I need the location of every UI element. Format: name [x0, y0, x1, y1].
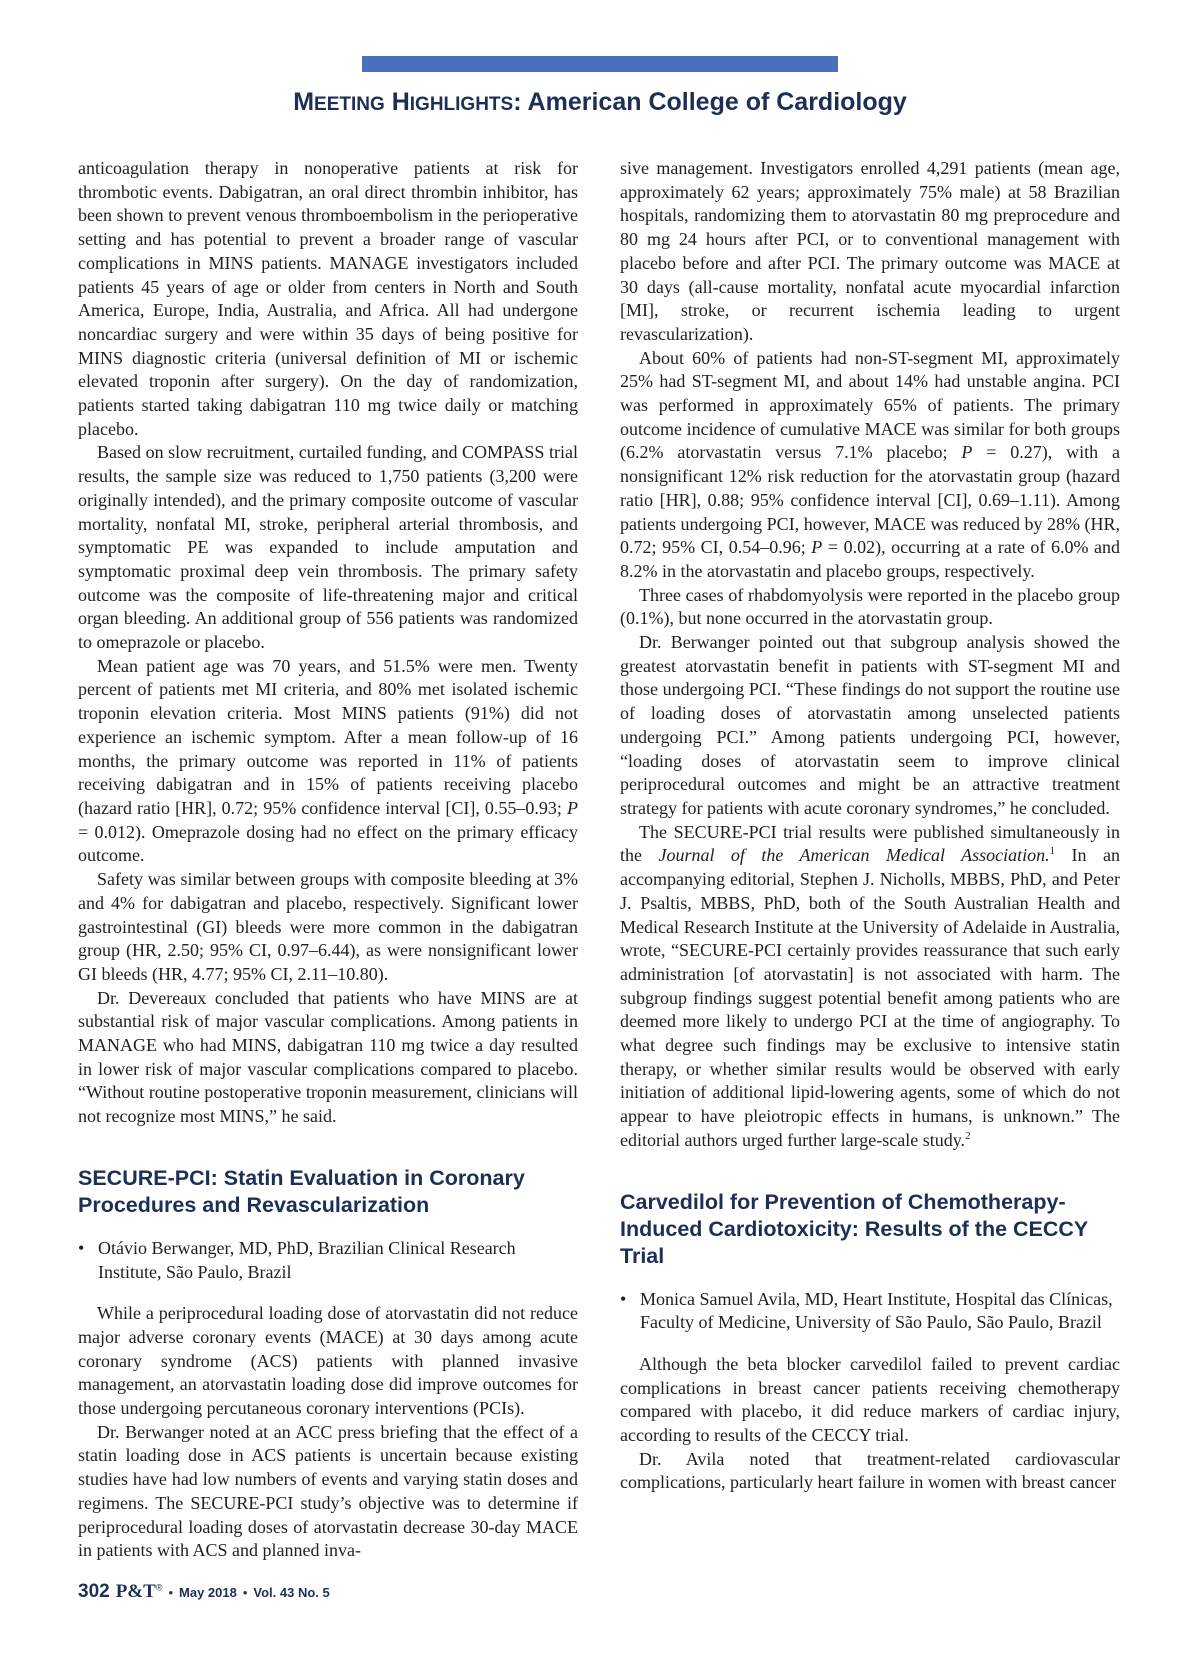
- reference-marker: 2: [965, 1129, 971, 1142]
- page-footer: [78, 1581, 330, 1603]
- paragraph: Dr. Berwanger pointed out that subgroup analysis showed the greatest atorvastatin benefit in patients with ST-segment MI and those undergoing PCI. “These findings do not support the routine use of loading doses of atorvastatin among unselected patients undergoing PCI.” Among patients undergoing PCI, however, “loading doses of atorvastatin seem to improve clinical periprocedural outcomes and might be an attractive treatment strategy for patients with acute coronary syndromes,” he concluded.: [620, 632, 1120, 818]
- paragraph: Dr. Avila noted that treatment-related cardiovascular complications, particularly heart failure in women with breast cancer: [620, 1448, 1120, 1493]
- paragraph: About 60% of patients had non-ST-segment MI, approximately 25% had ST-segment MI, and about 14% had unstable angina. PCI was performed in approximately 65% of patients. The primary outcome incidence of cumulative MACE was similar for both groups (6.2% atorvastatin versus 7.1% placebo; P = 0.27), with a nonsignificant 12% risk reduction for the atorvastatin group (hazard ratio [HR], 0.88; 95% confidence interval [CI], 0.69–1.11). Among patients undergoing PCI, however, MACE was reduced by 28% (HR, 0.72; 95% CI, 0.54–0.96; P = 0.02), occurring at a rate of 6.0% and 8.2% in the atorvastatin and placebo groups, respectively.: [620, 347, 1120, 581]
- header-accent-bar: [362, 56, 838, 72]
- paragraph: While a periprocedural loading dose of atorvastatin did not reduce major adverse coronary events (MACE) at 30 days among acute coronary syndrome (ACS) patients with planned invasive management, an atorvastatin loading dose did improve outcomes for those undergoing percutaneous coronary interventions (PCIs).: [78, 1303, 578, 1419]
- separator: •: [168, 1585, 174, 1600]
- byline: • Otávio Berwanger, MD, PhD, Brazilian Clinical Research Institute, São Paulo, Brazil: [78, 1237, 516, 1282]
- registered-mark: ®: [155, 1582, 163, 1593]
- separator: •: [242, 1585, 248, 1600]
- paragraph: Although the beta blocker carvedilol failed to prevent cardiac complications in breast cancer patients receiving chemotherapy compared with placebo, it did reduce markers of cardiac injury, according to results of the CECCY trial.: [620, 1353, 1120, 1446]
- bullet-icon: •: [620, 1288, 627, 1309]
- paragraph: anticoagulation therapy in nonoperative patients at risk for thrombotic events. Dabigatran, an oral direct thrombin inhibitor, has been shown to prevent venous thromboembolism in the perioperative setting and has potential to prevent a broader range of vascular complications in MINS patients. MANAGE investigators included patients 45 years of age or older from centers in North and South America, Europe, India, Australia, and Africa. All had undergone noncardiac surgery and were within 35 days of being positive for MINS diagnostic criteria (universal definition of MI or ischemic elevated troponin after surgery). On the day of randomization, patients started taking dabigatran 110 mg twice daily or matching placebo.: [78, 158, 578, 439]
- page-number: 302: [78, 1581, 110, 1602]
- left-column: [78, 157, 578, 1567]
- paragraph: sive management. Investigators enrolled 4,291 patients (mean age, approximately 62 years; approximately 75% male) at 58 Brazilian hospitals, randomizing them to atorvastatin 80 mg preprocedure and 80 mg 24 hours after PCI, or to conventional management with placebo before and after PCI. The primary outcome was MACE at 30 days (all-cause mortality, nonfatal acute myocardial infarction [MI], stroke, or recurrent ischemia leading to urgent revascularization).: [620, 158, 1120, 344]
- section-heading-secure-pci: SECURE-PCI: Statin Evaluation in Coronary Procedures and Revascularization: [78, 1165, 525, 1217]
- paragraph: Mean patient age was 70 years, and 51.5% were men. Twenty percent of patients met MI criteria, and 80% met isolated ischemic troponin elevation criteria. Most MINS patients (91%) did not experience an ischemic symptom. After a mean follow-up of 16 months, the primary outcome was reported in 11% of patients receiving dabigatran and in 15% of patients receiving placebo (hazard ratio [HR], 0.72; 95% confidence interval [CI], 0.55–0.93; P = 0.012). Omeprazole dosing had no effect on the primary efficacy outcome.: [78, 655, 578, 866]
- paragraph: Based on slow recruitment, curtailed funding, and COMPASS trial results, the sample size was reduced to 1,750 patients (3,200 were originally intended), and the primary composite outcome of vascular mortality, nonfatal MI, stroke, peripheral arterial thrombosis, and symptomatic PE was expanded to include amputation and symptomatic proximal deep vein thrombosis. The primary safety outcome was the composite of life-threatening major and critical organ bleeding. An additional group of 556 patients was randomized to omeprazole or placebo.: [78, 442, 578, 653]
- paragraph: The SECURE-PCI trial results were published simultaneously in the Journal of the American Medical Association.$^1$ In an accompanying editorial, Stephen J. Nicholls, MBBS, PhD, and Peter J. Psaltis, MBBS, PhD, both of the South Australian Health and Medical Research Institute at the University of Adelaide in Australia, wrote, “SECURE-PCI certainly provides reassurance that such early administration [of atorvastatin] is not associated with harm. The subgroup findings suggest potential benefit among patients who are deemed more likely to undergo PCI at the time of angiography. To what degree such findings may be exclusive to intensive statin therapy, or whether similar results would be observed with early initiation of additional lipid-lowering agents, some of which do not appear to have pleiotropic effects in humans, is unknown.” The editorial authors urged further large-scale study.$^2$: [620, 821, 1120, 1150]
- reference-marker: 1: [1049, 845, 1056, 858]
- journal-title: Journal of the American Medical Association.: [658, 845, 1050, 866]
- volume-info: Vol. 43 No. 5: [253, 1585, 330, 1600]
- paragraph: Three cases of rhabdomyolysis were reported in the placebo group (0.1%), but none occurred in the atorvastatin group.: [620, 584, 1120, 629]
- paragraph: Dr. Devereaux concluded that patients who have MINS are at substantial risk of major vascular complications. Among patients in MANAGE who had MINS, dabigatran 110 mg twice a day resulted in lower risk of major vascular complications compared to placebo. “Without routine postoperative troponin measurement, clinicians will not recognize most MINS,” he said.: [78, 987, 578, 1127]
- section-heading-ceccy: Carvedilol for Prevention of Chemotherapy-Induced Cardiotoxicity: Results of the CECCY Trial: [620, 1189, 1088, 1268]
- issue-date: May 2018: [179, 1585, 237, 1600]
- byline: • Monica Samuel Avila, MD, Heart Institute, Hospital das Clínicas, Faculty of Medicine, University of São Paulo, São Paulo, Brazil: [620, 1288, 1113, 1333]
- publication-name: P&T: [115, 1581, 156, 1602]
- right-column: [620, 157, 1120, 1567]
- running-head: MEETING HIGHLIGHTS: American College of Cardiology: [293, 88, 907, 116]
- paragraph: Dr. Berwanger noted at an ACC press briefing that the effect of a statin loading dose in ACS patients is uncertain because existing studies have had low numbers of events and varying statin doses and regimens. The SECURE-PCI study’s objective was to determine if periprocedural loading doses of atorvastatin decrease 30-day MACE in patients with ACS and planned inva-: [78, 1421, 578, 1561]
- bullet-icon: •: [78, 1237, 85, 1258]
- paragraph: Safety was similar between groups with composite bleeding at 3% and 4% for dabigatran and placebo, respectively. Significant lower gastrointestinal (GI) bleeds were more common in the dabigatran group (HR, 2.50; 95% CI, 0.97–6.44), as were nonsignificant lower GI bleeds (HR, 4.77; 95% CI, 2.11–10.80).: [78, 869, 578, 984]
